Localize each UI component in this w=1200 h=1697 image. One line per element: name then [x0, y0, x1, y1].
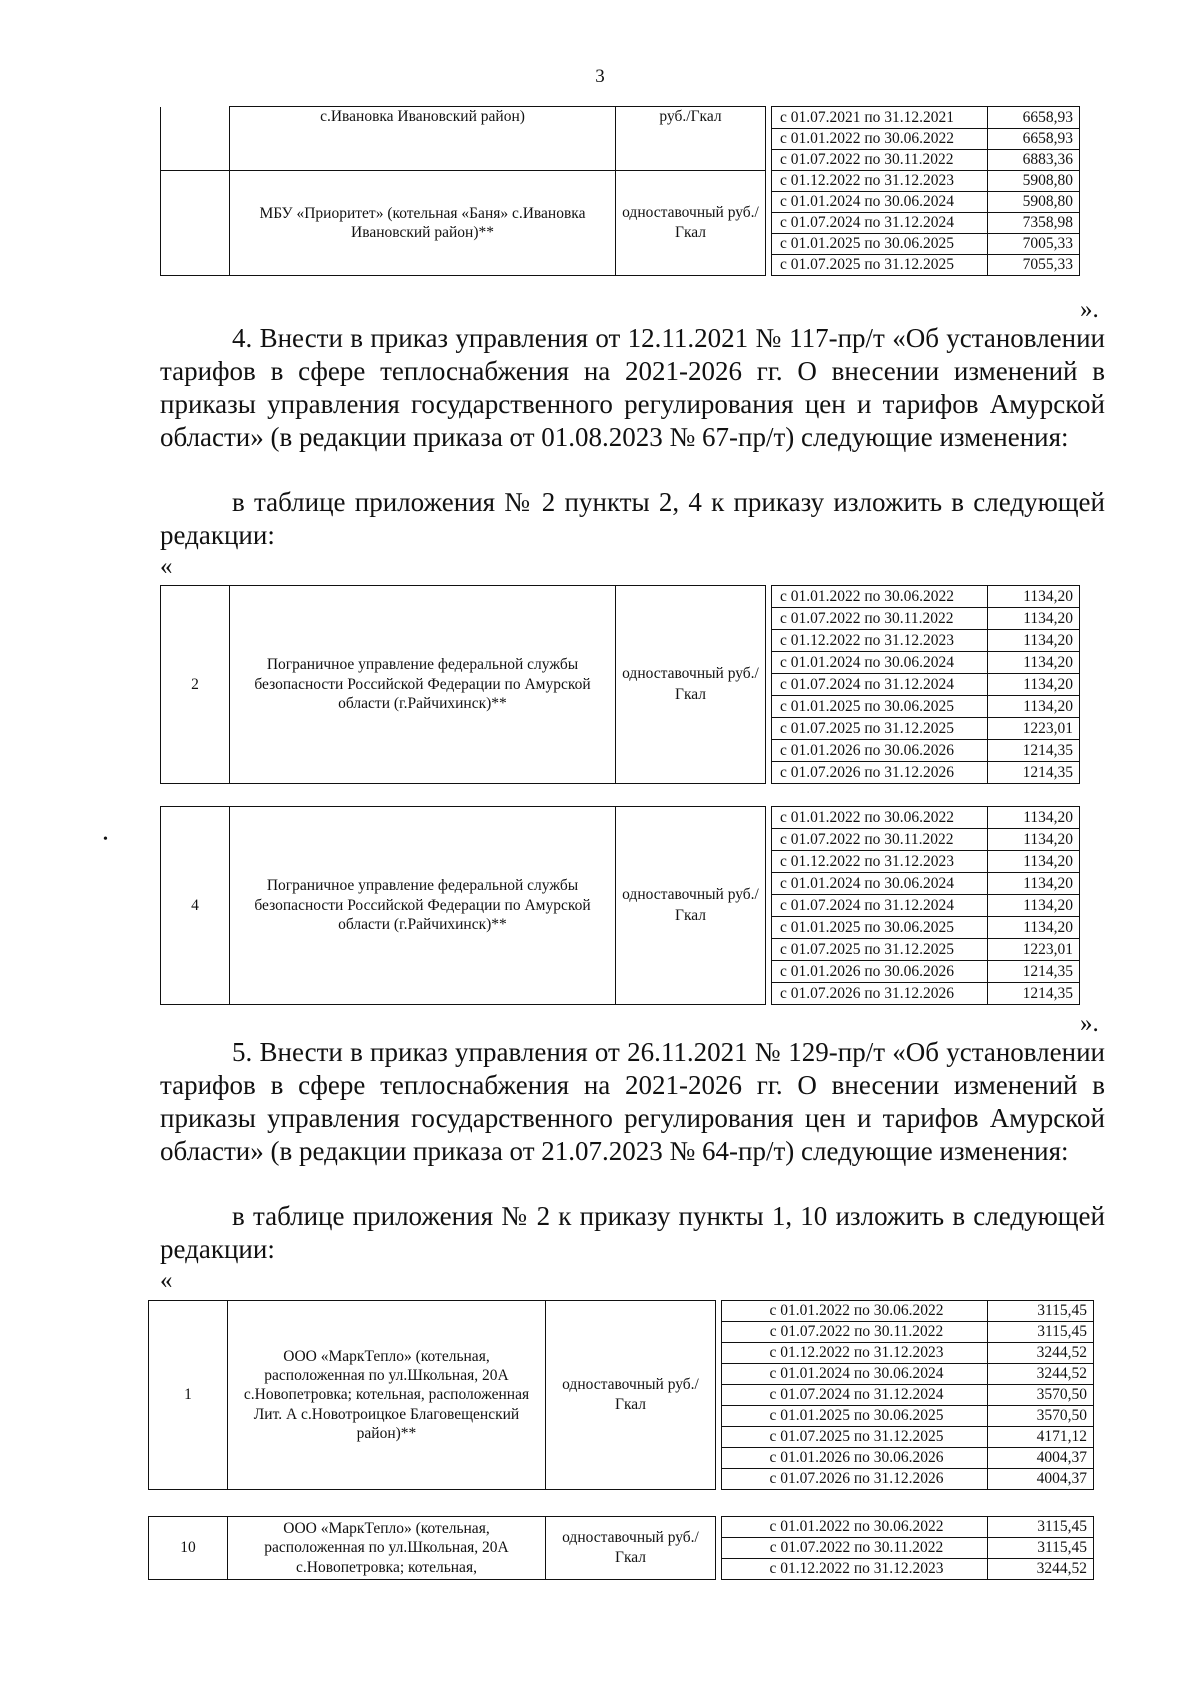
period-cell: с 01.01.2024 по 30.06.2024 [772, 652, 988, 674]
tariff-value-cell: 1134,20 [988, 895, 1080, 917]
row-number-cell: 2 [161, 586, 230, 784]
closing-quote: ». [1080, 1010, 1099, 1037]
tariff-value-cell: 6883,36 [988, 150, 1080, 171]
paragraph-item-4-table-note [160, 486, 1105, 552]
tariff-value-cell: 1134,20 [988, 807, 1080, 829]
period-cell: с 01.07.2025 по 31.12.2025 [722, 1427, 988, 1448]
period-cell: с 01.07.2026 по 31.12.2026 [772, 983, 988, 1005]
paragraph-item-5-table-note [160, 1200, 1105, 1266]
tariff-value-cell: 5908,80 [988, 192, 1080, 213]
tariff-value-cell: 1134,20 [988, 586, 1080, 608]
period-cell: с 01.07.2026 по 31.12.2026 [722, 1469, 988, 1490]
tariff-value-cell: 5908,80 [988, 171, 1080, 192]
tariff-value-cell: 1134,20 [988, 608, 1080, 630]
tariff-value-cell: 3570,50 [988, 1406, 1094, 1427]
period-cell: с 01.07.2022 по 30.11.2022 [722, 1538, 988, 1559]
period-cell: с 01.01.2025 по 30.06.2025 [772, 234, 988, 255]
org-name-cell: МБУ «Приоритет» (котельная «Баня» с.Ивановка Ивановский район)** [230, 171, 616, 276]
org-name-cell: Пограничное управление федеральной службы безопасности Российской Федерации по Амурской области (г.Райчихинск)** [230, 586, 616, 784]
tariff-value-cell: 1214,35 [988, 762, 1080, 784]
period-cell: с 01.01.2024 по 30.06.2024 [722, 1364, 988, 1385]
period-cell: с 01.07.2025 по 31.12.2025 [772, 939, 988, 961]
period-cell: с 01.07.2024 по 31.12.2024 [772, 895, 988, 917]
paragraph-text: в таблице приложения № 2 к приказу пункты 1, 10 изложить в следующей редакции: [160, 1201, 1105, 1264]
org-name-cell: с.Ивановка Ивановский район) [230, 107, 616, 171]
period-cell: с 01.01.2025 по 30.06.2025 [772, 696, 988, 718]
unit-cell: одноставочный руб./Гкал [616, 171, 766, 276]
period-cell: с 01.01.2024 по 30.06.2024 [772, 192, 988, 213]
period-cell: с 01.01.2022 по 30.06.2022 [772, 129, 988, 150]
period-cell: с 01.01.2024 по 30.06.2024 [772, 873, 988, 895]
row-number-cell: 10 [149, 1517, 228, 1580]
unit-cell: руб./Гкал [616, 107, 766, 171]
unit-cell: одноставочный руб./Гкал [546, 1517, 716, 1580]
tariff-value-cell: 4004,37 [988, 1448, 1094, 1469]
paragraph-item-4 [160, 322, 1105, 454]
tariff-value-cell: 4004,37 [988, 1469, 1094, 1490]
tariff-table-continuation [160, 106, 1116, 276]
period-cell: с 01.07.2025 по 31.12.2025 [772, 255, 988, 276]
tariff-value-cell: 3115,45 [988, 1538, 1094, 1559]
tariff-value-cell: 3115,45 [988, 1322, 1094, 1343]
paragraph-text: 4. Внести в приказ управления от 12.11.2021 № 117-пр/т «Об установлении тарифов в сфере теплоснабжения на 2021-2026 гг. О внесении изменений в приказы управления государственного регулирования цен и тарифов Амурской области» (в редакции приказа от 01.08.2023 № 67-пр/т) следующие изменения: [160, 323, 1105, 452]
unit-cell: одноставочный руб./Гкал [616, 807, 766, 1005]
tariff-value-cell: 3115,45 [988, 1301, 1094, 1322]
tariff-value-cell: 3244,52 [988, 1343, 1094, 1364]
tariff-value-cell: 3244,52 [988, 1559, 1094, 1580]
tariff-value-cell: 1134,20 [988, 652, 1080, 674]
opening-quote: « [160, 1267, 173, 1294]
period-cell: с 01.01.2026 по 30.06.2026 [772, 961, 988, 983]
period-cell: с 01.01.2025 по 30.06.2025 [722, 1406, 988, 1427]
period-cell: с 01.12.2022 по 31.12.2023 [722, 1559, 988, 1580]
paragraph-text: в таблице приложения № 2 пункты 2, 4 к приказу изложить в следующей редакции: [160, 487, 1105, 550]
period-cell: с 01.07.2022 по 30.11.2022 [772, 829, 988, 851]
tariff-value-cell: 7055,33 [988, 255, 1080, 276]
tariff-table-point-2 [160, 585, 1116, 784]
period-cell: с 01.12.2022 по 31.12.2023 [722, 1343, 988, 1364]
tariff-value-cell: 1223,01 [988, 939, 1080, 961]
tariff-value-cell: 6658,93 [988, 107, 1080, 129]
period-cell: с 01.12.2022 по 31.12.2023 [772, 630, 988, 652]
period-cell: с 01.01.2022 по 30.06.2022 [772, 586, 988, 608]
paragraph-text: 5. Внести в приказ управления от 26.11.2021 № 129-пр/т «Об установлении тарифов в сфере теплоснабжения на 2021-2026 гг. О внесении изменений в приказы управления государственного регулирования цен и тарифов Амурской области» (в редакции приказа от 21.07.2023 № 64-пр/т) следующие изменения: [160, 1037, 1105, 1166]
tariff-value-cell: 1134,20 [988, 917, 1080, 939]
period-cell: с 01.07.2024 по 31.12.2024 [772, 213, 988, 234]
row-number-cell: 4 [161, 807, 230, 1005]
tariff-value-cell: 1214,35 [988, 983, 1080, 1005]
period-cell: с 01.12.2022 по 31.12.2023 [772, 171, 988, 192]
tariff-value-cell: 1134,20 [988, 674, 1080, 696]
period-cell: с 01.07.2026 по 31.12.2026 [772, 762, 988, 784]
org-name-cell: ООО «МаркТепло» (котельная, расположенная по ул.Школьная, 20А с.Новопетровка; котельная, [228, 1517, 546, 1580]
tariff-value-cell: 1214,35 [988, 740, 1080, 762]
period-cell: с 01.12.2022 по 31.12.2023 [772, 851, 988, 873]
tariff-table-point-1 [148, 1300, 1094, 1490]
tariff-value-cell: 3244,52 [988, 1364, 1094, 1385]
tariff-table-point-4 [160, 806, 1116, 1005]
period-cell: с 01.01.2022 по 30.06.2022 [722, 1517, 988, 1538]
org-name-cell: ООО «МаркТепло» (котельная, расположенная по ул.Школьная, 20А с.Новопетровка; котельная, расположенная Лит. А с.Новотроицкое Благовещенский район)** [228, 1301, 546, 1490]
opening-quote: « [160, 553, 173, 580]
org-name-cell: Пограничное управление федеральной службы безопасности Российской Федерации по Амурской области (г.Райчихинск)** [230, 807, 616, 1005]
tariff-value-cell: 1223,01 [988, 718, 1080, 740]
row-number-cell: 1 [149, 1301, 228, 1490]
tariff-value-cell: 7358,98 [988, 213, 1080, 234]
closing-quote: ». [1080, 296, 1099, 323]
period-cell: с 01.01.2022 по 30.06.2022 [722, 1301, 988, 1322]
period-cell: с 01.07.2022 по 30.11.2022 [722, 1322, 988, 1343]
page-number: 3 [595, 66, 605, 87]
unit-cell: одноставочный руб./Гкал [616, 586, 766, 784]
period-cell: с 01.01.2022 по 30.06.2022 [772, 807, 988, 829]
tariff-value-cell: 3115,45 [988, 1517, 1094, 1538]
tariff-value-cell: 4171,12 [988, 1427, 1094, 1448]
period-cell: с 01.07.2022 по 30.11.2022 [772, 608, 988, 630]
period-cell: с 01.07.2025 по 31.12.2025 [772, 718, 988, 740]
paragraph-item-5 [160, 1036, 1105, 1168]
tariff-value-cell: 1134,20 [988, 829, 1080, 851]
tariff-value-cell: 1214,35 [988, 961, 1080, 983]
period-cell: с 01.01.2025 по 30.06.2025 [772, 917, 988, 939]
tariff-value-cell: 3570,50 [988, 1385, 1094, 1406]
period-cell: с 01.01.2026 по 30.06.2026 [722, 1448, 988, 1469]
unit-cell: одноставочный руб./Гкал [546, 1301, 716, 1490]
row-number-cell [161, 171, 230, 276]
period-cell: с 01.07.2024 по 31.12.2024 [722, 1385, 988, 1406]
tariff-value-cell: 1134,20 [988, 696, 1080, 718]
tariff-table-point-10 [148, 1516, 1094, 1580]
tariff-value-cell: 6658,93 [988, 129, 1080, 150]
period-cell: с 01.01.2026 по 30.06.2026 [772, 740, 988, 762]
tariff-value-cell: 1134,20 [988, 851, 1080, 873]
tariff-value-cell: 1134,20 [988, 873, 1080, 895]
scan-mark: • [103, 832, 108, 847]
period-cell: с 01.07.2022 по 30.11.2022 [772, 150, 988, 171]
tariff-value-cell: 7005,33 [988, 234, 1080, 255]
period-cell: с 01.07.2024 по 31.12.2024 [772, 674, 988, 696]
tariff-value-cell: 1134,20 [988, 630, 1080, 652]
period-cell: с 01.07.2021 по 31.12.2021 [772, 107, 988, 129]
row-number-cell [161, 107, 230, 171]
